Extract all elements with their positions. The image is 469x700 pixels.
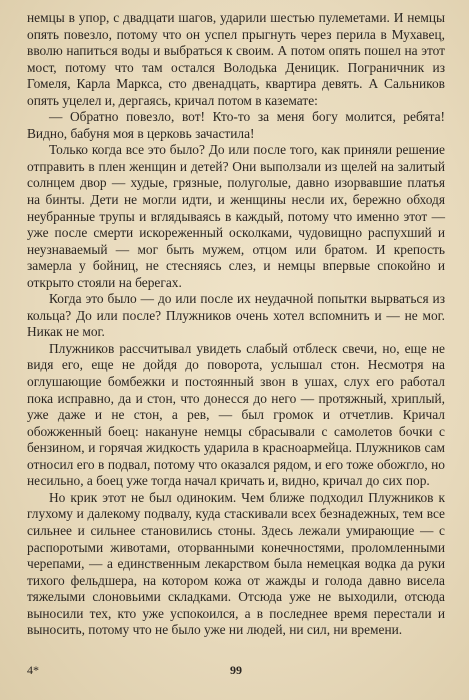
paragraph-1: немцы в упор, с двадцати шагов, ударили шестью пулеметами. И немцы опять повезло, потому что он успел прыгнуть через перила в Мухавец, вволю напиться воды и выбраться к своим. А потом опять пошел на этот мост, потому что там остался Володька Деницик. Пограничник из Гомеля, Карла Маркса, сто двенадцать, квартира девять. А Сальников опять уцелел и, дергаясь, кричал потом в каземате: (27, 10, 445, 108)
paragraph-4: Когда это было — до или после их неудачной попытки вырваться из кольца? До или после? Плужников очень хотел вспомнить и — не мог. Никак не мог. (27, 291, 445, 340)
page-number: 99 (230, 663, 242, 677)
paragraph-2: — Обратно повезло, вот! Кто-то за меня богу молится, ребята! Видно, бабуня моя в церковь зачастила! (27, 109, 445, 141)
page-body-text (27, 10, 445, 639)
paragraph-3: Только когда все это было? До или после того, как приняли решение отправить в плен женщин и детей? Они выползали из щелей на залитый солнцем двор — худые, грязные, полуголые, давно изорвавшие платья на бинты. Дети не могли идти, и женщины несли их, бережно обходя неубранные трупы и вглядываясь в каждый, потому что именно этот — уже после смерти искореженный осколками, чудовищно распухший и неузнаваемый — мог быть мужем, отцом или братом. И крепость замерла у бойниц, не стесняясь слез, и немцы впервые спокойно и открыто стояли на берегах. (27, 142, 445, 290)
paragraph-5: Плужников рассчитывал увидеть слабый отблеск свечи, но, еще не видя его, еще не дойдя до поворота, услышал стон. Несмотря на оглушающие бомбежки и постоянный звон в ушах, слух его работал пока исправно, да и стон, что донесся до него — протяжный, хриплый, уже даже и не стон, а рев, — был громок и отчетлив. Кричал обожженный боец: накануне немцы сбрасывали с самолетов бочки с бензином, и горячая жидкость ударила в красноармейца. Плужников сам относил его в подвал, потому что оказался рядом, и его тоже обожгло, но несильно, а боец уже тогда начал кричать и, видно, кричал до сих пор. (27, 340, 445, 489)
page-footer (27, 663, 445, 679)
paragraph-6: Но крик этот не был одиноким. Чем ближе подходил Плужников к глухому и далекому подвалу, куда стаскивали всех безнадежных, тем все сильнее и сильнее становились стоны. Здесь лежали умирающие — с распоротыми животами, оторванными конечностями, проломленными черепами, — а единственным лекарством была немецкая водка да руки тихого фельдшера, на котором кожа от жажды и голода давно висела тяжелыми слоновьими складками. Отсюда уже не выходили, отсюда выносили тех, кто уже успокоился, а в последнее время перестали и выносить, потому что не было уже ни людей, ни сил, ни времени. (27, 489, 445, 638)
printer-signature-mark: 4* (27, 663, 39, 677)
